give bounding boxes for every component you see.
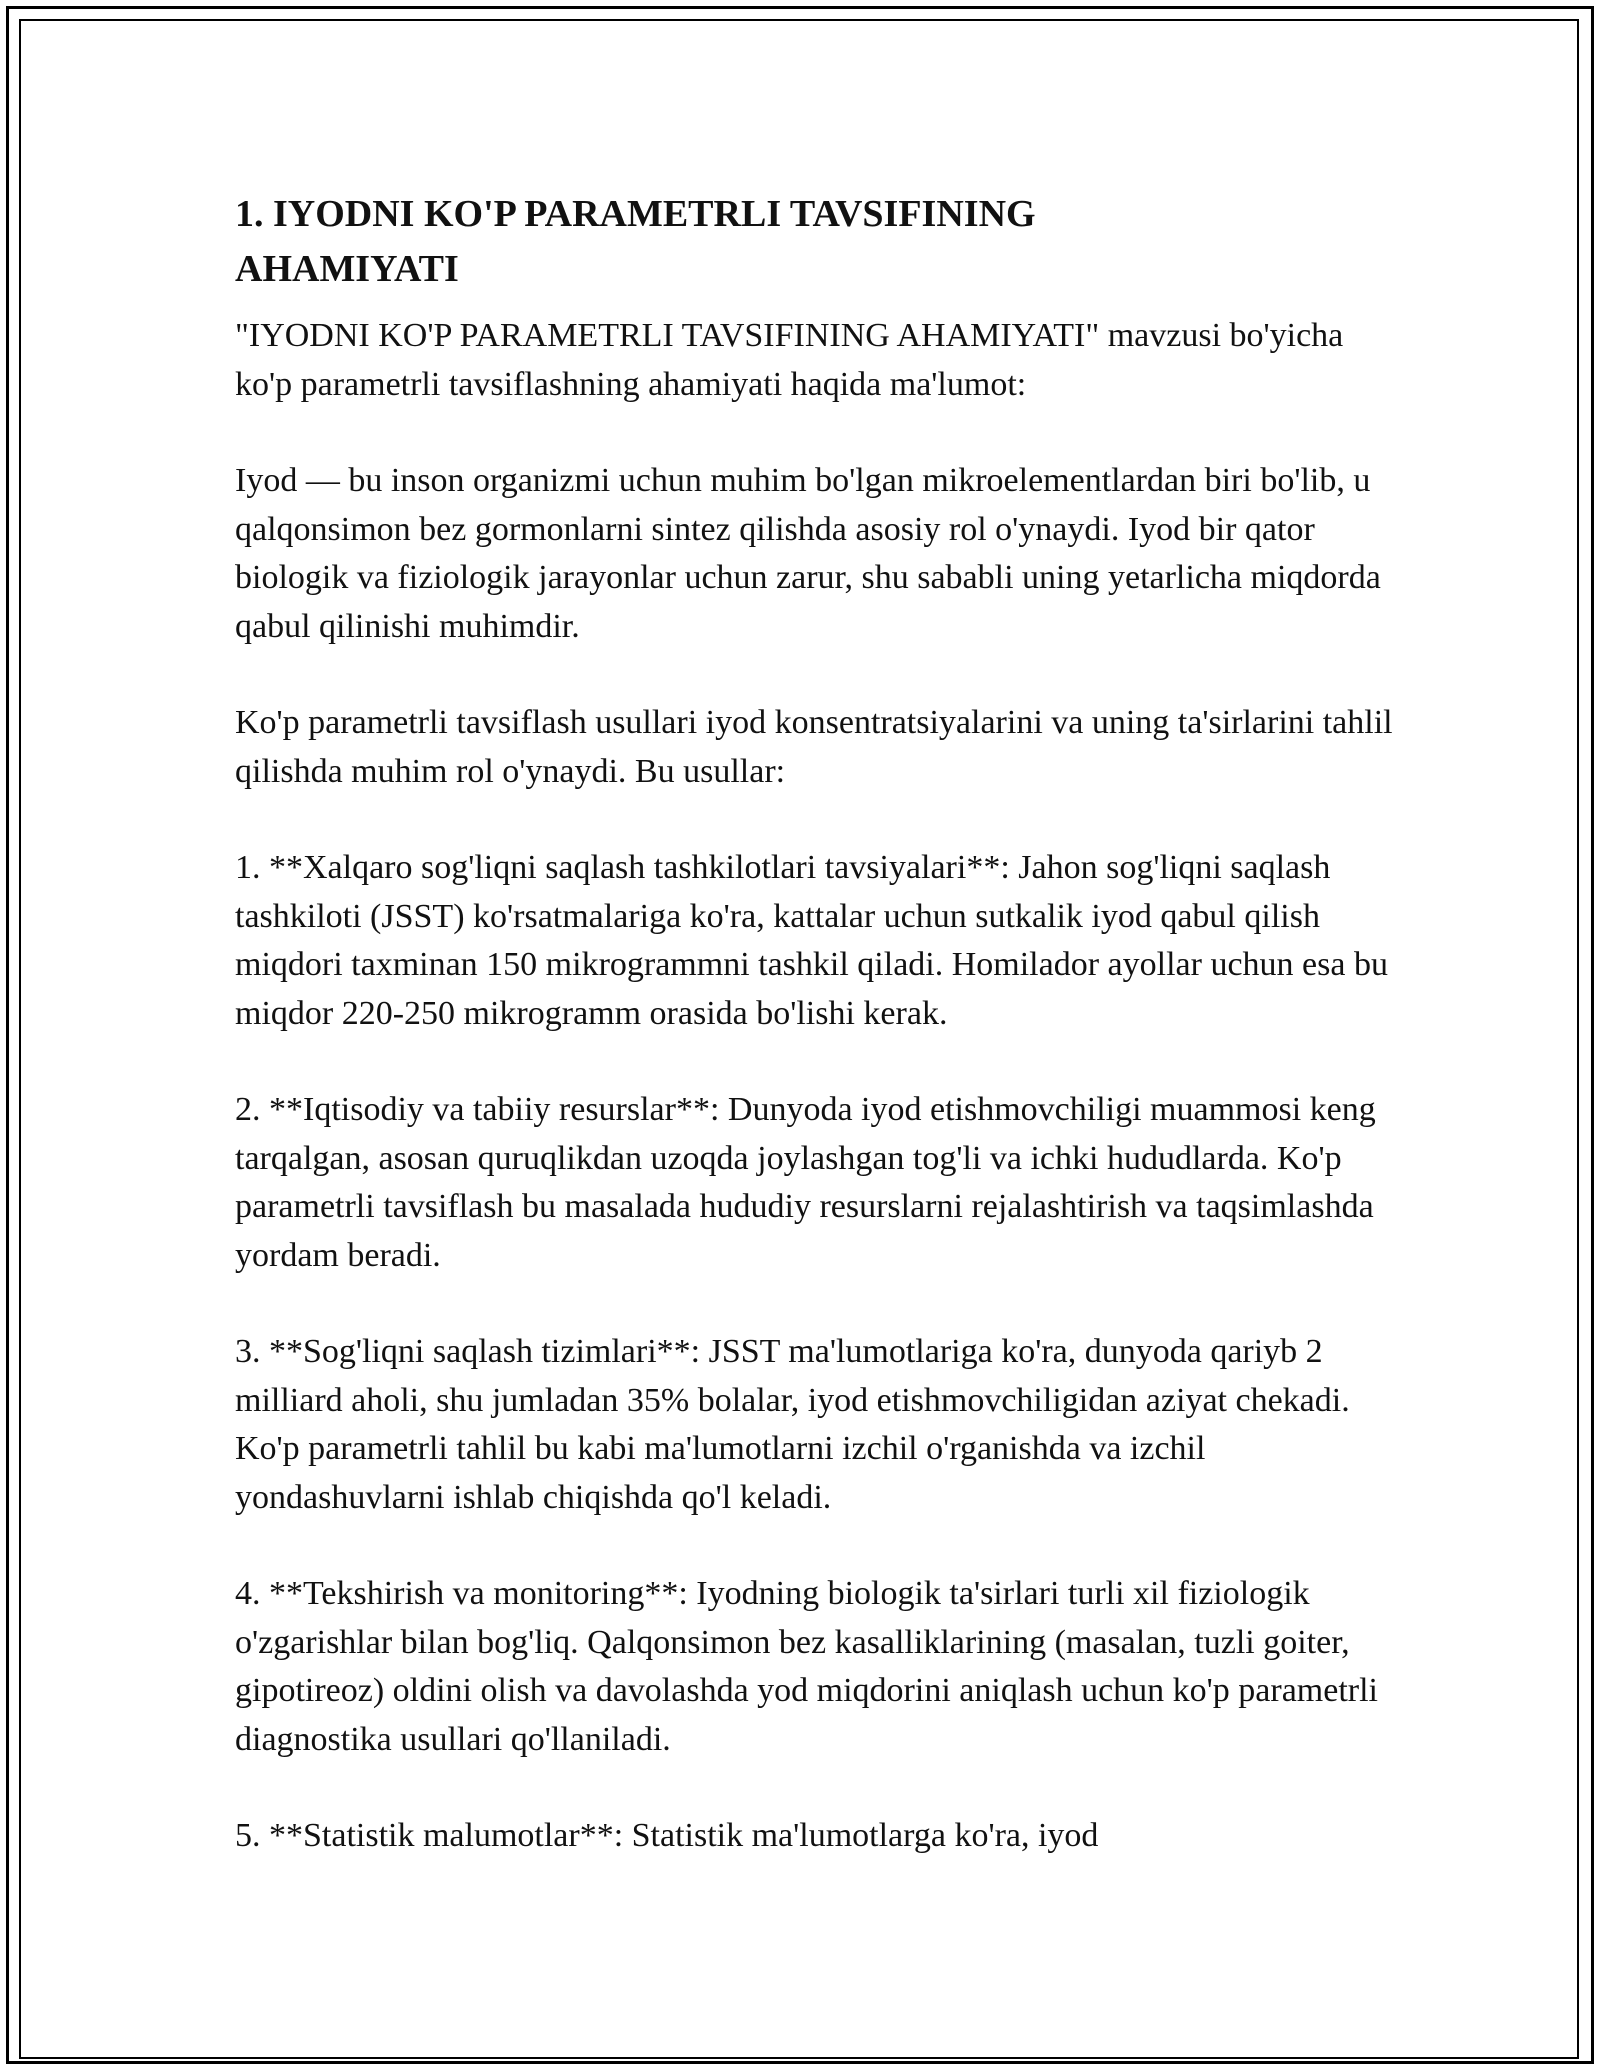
intro-paragraph: "IYODNI KO'P PARAMETRLI TAVSIFINING AHAMIYATI" mavzusi bo'yicha ko'p parametrli tavsiflashning ahamiyati haqida ma'lumot: [235, 317, 1344, 403]
methods-intro-paragraph: Ko'p parametrli tavsiflash usullari iyod konsentratsiyalarini va uning ta'sirlarini tahlil qilishda muhim rol o'ynaydi. Bu usullar: [235, 704, 1393, 790]
list-item-4: 4. **Tekshirish va monitoring**: Iyodning biologik ta'sirlari turli xil fiziologik o'zgarishlar bilan bog'liq. Qalqonsimon bez kasalliklarining (masalan, tuzli goiter, gipotireoz) oldini olish va davolashda yod miqdorini aniqlash uchun ko'p parametrli diagnostika usullari qo'llaniladi. [235, 1575, 1379, 1758]
section-title-line1: 1. IYODNI KO'P PARAMETRLI TAVSIFINING [235, 193, 1036, 235]
iodine-description-paragraph: Iyod — bu inson organizmi uchun muhim bo'lgan mikroelementlardan biri bo'lib, u qalqonsimon bez gormonlarni sintez qilishda asosiy rol o'ynaydi. Iyod bir qator biologik va fiziologik jarayonlar uchun zarur, shu sababli uning yetarlicha miqdorda qabul qilinishi muhimdir. [235, 462, 1381, 645]
section-title-line2: AHAMIYATI [235, 248, 459, 290]
list-item-3: 3. **Sog'liqni saqlash tizimlari**: JSST ma'lumotlariga ko'ra, dunyoda qariyb 2 milliard aholi, shu jumladan 35% bolalar, iyod etishmovchiligidan aziyat chekadi. Ko'p parametrli tahlil bu kabi ma'lumotlarni izchil o'rganishda va izchil yondashuvlarni ishlab chiqishda qo'l keladi. [235, 1333, 1350, 1516]
list-item-5: 5. **Statistik malumotlar**: Statistik ma'lumotlarga ko'ra, iyod [235, 1817, 1099, 1854]
document-body [235, 187, 1395, 1861]
list-item-1: 1. **Xalqaro sog'liqni saqlash tashkilotlari tavsiyalari**: Jahon sog'liqni saqlash tashkiloti (JSST) ko'rsatmalariga ko'ra, kattalar uchun sutkalik iyod qabul qilish miqdori taxminan 150 mikrogrammni tashkil qiladi. Homilador ayollar uchun esa bu miqdor 220-250 mikrogramm orasida bo'lishi kerak. [235, 849, 1388, 1032]
section-title [235, 187, 1395, 297]
list-item-2: 2. **Iqtisodiy va tabiiy resurslar**: Dunyoda iyod etishmovchiligi muammosi keng tarqalgan, asosan quruqlikdan uzoqda joylashgan tog'li va ichki hududlarda. Ko'p parametrli tavsiflash bu masalada hududiy resurslarni rejalashtirish va taqsimlashda yordam beradi. [235, 1091, 1376, 1274]
